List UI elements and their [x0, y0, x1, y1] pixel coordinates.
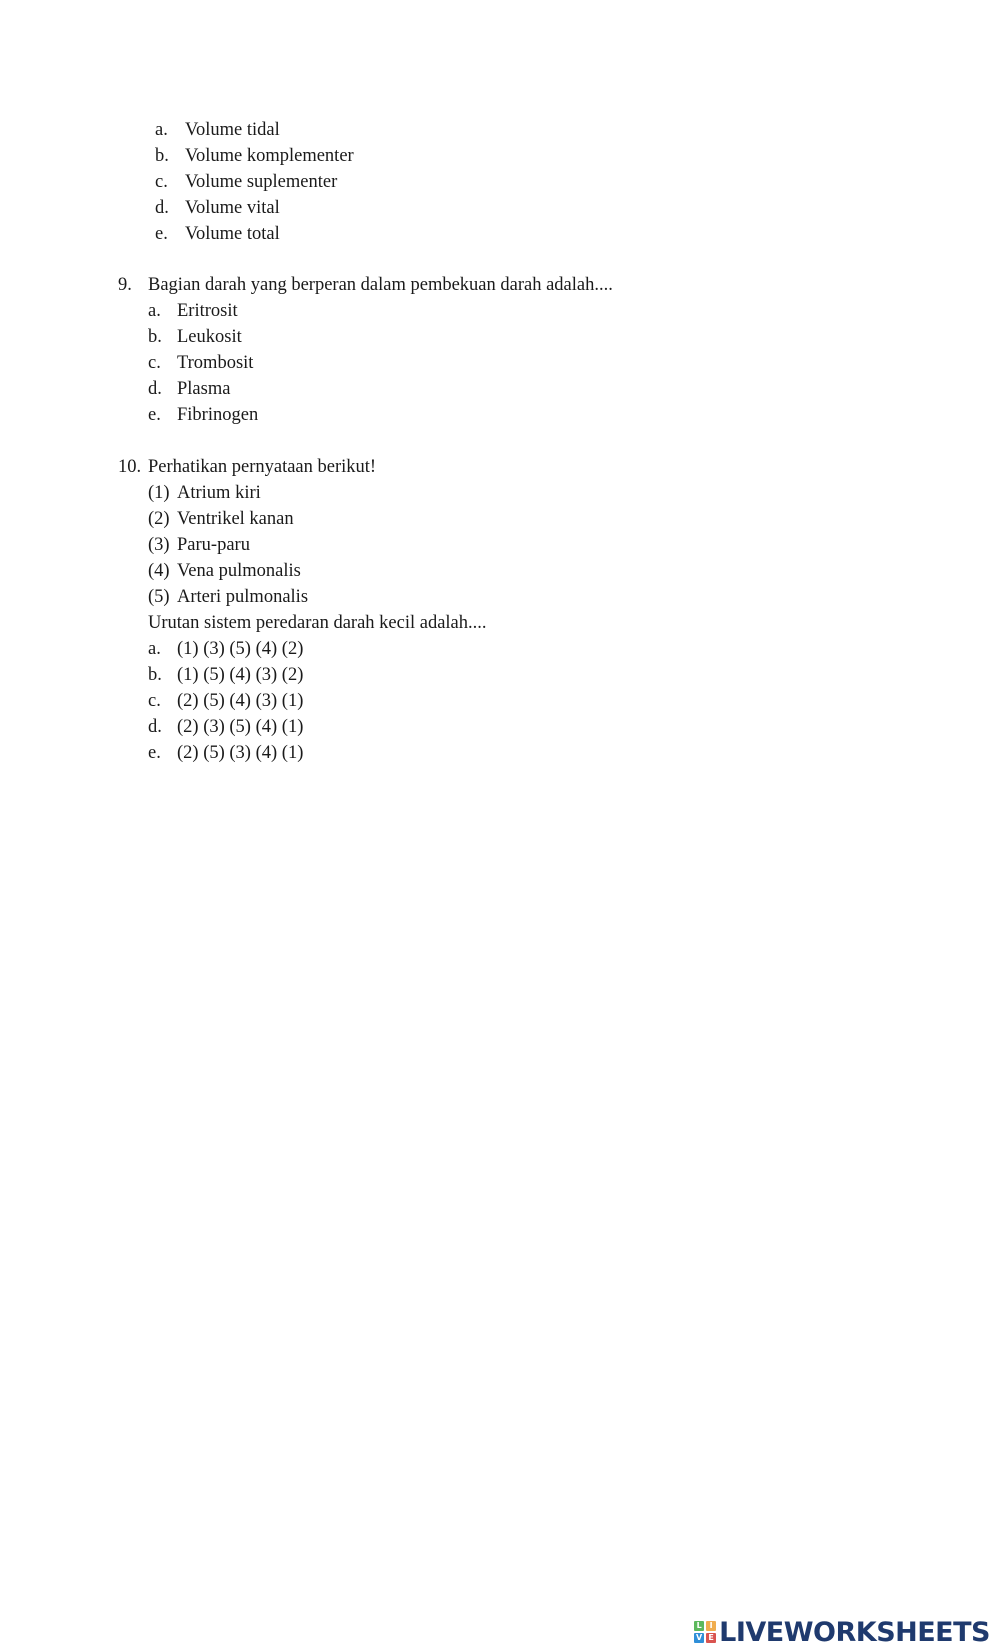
option-text: Plasma — [177, 379, 231, 399]
logo-text: LIVEWORKSHEETS — [719, 1616, 990, 1648]
option-text: Volume vital — [185, 198, 280, 218]
option-text: (1) (3) (5) (4) (2) — [177, 639, 304, 659]
statement-marker: (3) — [148, 535, 170, 555]
statement-marker: (2) — [148, 509, 170, 529]
option-marker: e. — [148, 743, 161, 763]
option-text: Trombosit — [177, 353, 254, 373]
option-marker: a. — [148, 639, 161, 659]
statement-text: Arteri pulmonalis — [177, 587, 309, 607]
logo-cell-i: I — [706, 1621, 716, 1631]
option-text: Leukosit — [177, 327, 242, 347]
logo-cell-l: L — [694, 1621, 704, 1631]
question-number: 9. — [118, 275, 132, 295]
logo-icon — [694, 1621, 716, 1643]
option-text: (2) (3) (5) (4) (1) — [177, 717, 304, 737]
logo-cell-v: V — [696, 1633, 703, 1642]
statement-text: Atrium kiri — [177, 483, 261, 503]
prompt-text: Urutan sistem peredaran darah kecil adalah.... — [148, 613, 487, 633]
option-marker: d. — [155, 198, 169, 218]
option-marker: b. — [148, 327, 162, 347]
question-number: 10. — [118, 457, 142, 477]
question-text: Perhatikan pernyataan berikut! — [148, 457, 377, 477]
option-text: Eritrosit — [177, 301, 238, 321]
statement-marker: (4) — [148, 561, 170, 581]
option-text: (1) (5) (4) (3) (2) — [177, 665, 304, 685]
option-marker: a. — [148, 301, 161, 321]
statement-text: Vena pulmonalis — [177, 561, 301, 581]
statement-marker: (1) — [148, 483, 170, 503]
option-text: (2) (5) (4) (3) (1) — [177, 691, 304, 711]
option-marker: e. — [148, 405, 161, 425]
statement-marker: (5) — [148, 587, 170, 607]
option-marker: d. — [148, 717, 162, 737]
option-text: Volume total — [185, 224, 280, 244]
option-marker: b. — [155, 146, 169, 166]
liveworksheets-logo — [694, 1617, 990, 1647]
logo-cell-e: E — [706, 1633, 716, 1643]
option-marker: e. — [155, 224, 168, 244]
option-text: (2) (5) (3) (4) (1) — [177, 743, 304, 763]
option-marker: a. — [155, 120, 168, 140]
statement-text: Paru-paru — [177, 535, 250, 555]
option-marker: d. — [148, 379, 162, 399]
statement-text: Ventrikel kanan — [177, 509, 294, 529]
option-text: Fibrinogen — [177, 405, 259, 425]
option-marker: c. — [148, 353, 161, 373]
option-text: Volume komplementer — [185, 146, 354, 166]
option-text: Volume suplementer — [185, 172, 338, 192]
question-text: Bagian darah yang berperan dalam pembekuan darah adalah.... — [148, 275, 613, 295]
option-text: Volume tidal — [185, 120, 280, 140]
option-marker: c. — [148, 691, 161, 711]
option-marker: b. — [148, 665, 162, 685]
option-marker: c. — [155, 172, 168, 192]
